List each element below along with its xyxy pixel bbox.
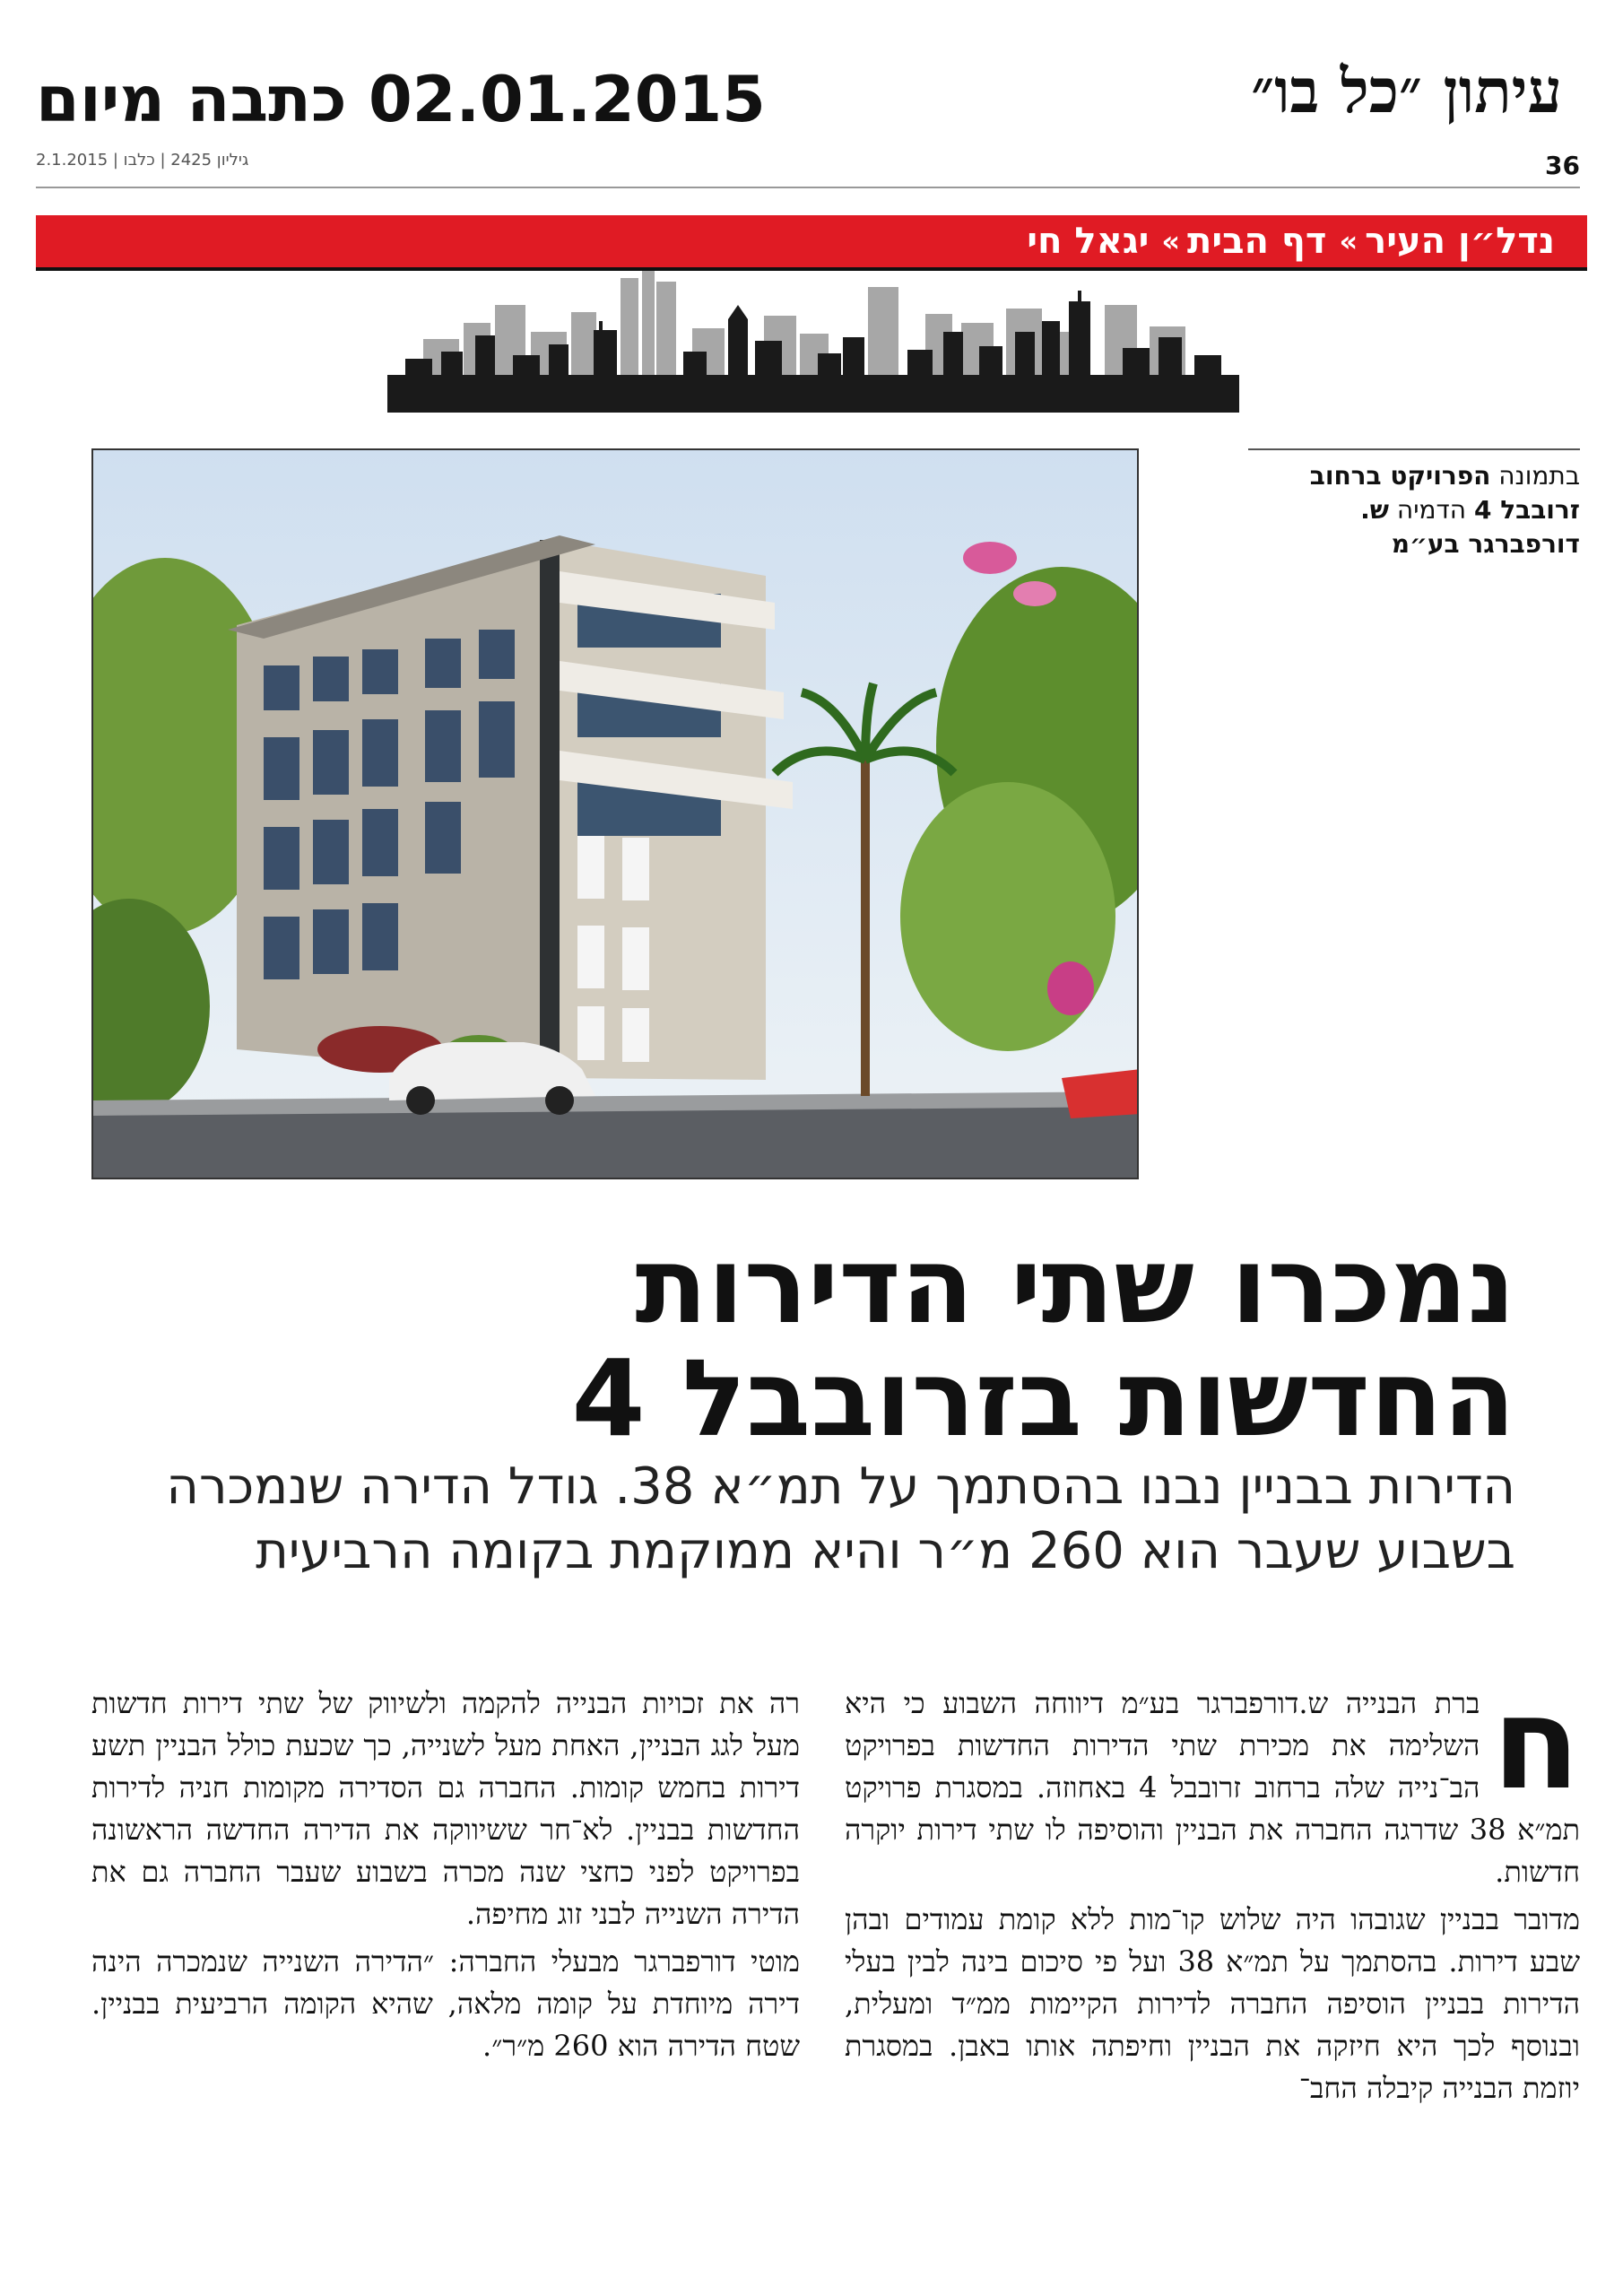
- caption-lead: בתמונה: [1490, 461, 1580, 491]
- page-number: 36: [1545, 151, 1580, 180]
- body-paragraph: מוטי דורפברגר מבעלי החברה: ״הדירה השנייה שנמכרה הינה דירה מיוחדת על קומה מלאה, שהיא הקומה הרביעית בבניין. שטח הדירה הוא 260 מ״ר״.: [91, 1944, 800, 2063]
- caption-middle: הדמיה: [1389, 495, 1474, 525]
- body-paragraph: ברת הבנייה ש.דורפברגר בע״מ דיווחה השבוע כי היא השלימה את מכירת שתי הדירות החדשות בפרויקט הב־נייה שלה ברחוב זרובבל 4 באחוזה. במסגרת פרויקט תמ״א 38 שדרגה החברה את הבניין והוסיפה לו שתי דירות יוקרה חדשות.: [845, 1686, 1581, 1889]
- city-skyline-illustration: [387, 269, 1239, 413]
- section-subname: דף הבית: [1187, 221, 1327, 262]
- breadcrumb-separator: »: [1161, 224, 1176, 258]
- drop-cap: ח: [1492, 1670, 1580, 1818]
- article-subheadline: הדירות בבניין נבנו בהסתמך על תמ״א 38. גודל הדירה שנמכרה בשבוע שעבר הוא 260 מ״ר והיא ממוקמת בקומה הרביעית: [166, 1457, 1515, 1580]
- article-date-title: 02.01.2015 כתבה מיום: [36, 63, 766, 136]
- caption-credit: ש. דורפברגר בע״מ: [1360, 495, 1580, 559]
- publication-name: עיתון ״כל בו״: [1251, 56, 1562, 127]
- headline-line: החדשות בזרובבל 4: [571, 1336, 1515, 1460]
- headline-line: נמכרו שתי הדירות: [635, 1223, 1515, 1347]
- body-paragraph: מדובר בבניין שגובהו היה שלוש קו־מות ללא קומת עמודים ובהן שבע דירות. בהסתמך על תמ״א 38 ועל פי סיכום בינה לבין בעלי הדירות בבניין הוסיפה החברה לדירות הקיימות ממ״ד ומעלית, ובנוסף לכך היא חיזקה את הבניין וחיפתה אותו באבן. במסגרת יוזמת הבנייה קיבלה החב־: [845, 1902, 1581, 2105]
- section-name: נדל״ן העיר: [1365, 221, 1555, 262]
- article-column-left: [91, 1683, 800, 2073]
- article-column-right: [845, 1670, 1581, 2115]
- author-name: יגאל חי: [1027, 221, 1150, 262]
- photo-caption: [1248, 448, 1580, 561]
- caption-project: הפרויקט ברחוב זרובבל 4: [1309, 461, 1580, 525]
- body-paragraph: רה את זכויות הבנייה להקמה ולשיווק של שתי דירות חדשות מעל לגג הבניין, האחת מעל לשנייה, כך שכעת כולל הבניין תשע דירות בחמש קומות. החברה גם הסדירה מקומות חניה לדירות החדשות בבניין. לא־חר ששיווקה את הדירה החדשה הראשונה בפרויקט לפני כחצי שנה מכרה בשבוע שעבר החברה גם את הדירה השנייה לבני זוג מחיפה.: [91, 1686, 801, 1931]
- issue-meta: 2.1.2015 | גיליון 2425 | כלבו: [36, 151, 249, 170]
- article-headline: [81, 1223, 1515, 1460]
- section-breadcrumb-bar: [36, 215, 1587, 271]
- building-rendering-photo: [91, 448, 1139, 1179]
- breadcrumb-separator: »: [1339, 224, 1353, 258]
- header-divider: [36, 187, 1580, 188]
